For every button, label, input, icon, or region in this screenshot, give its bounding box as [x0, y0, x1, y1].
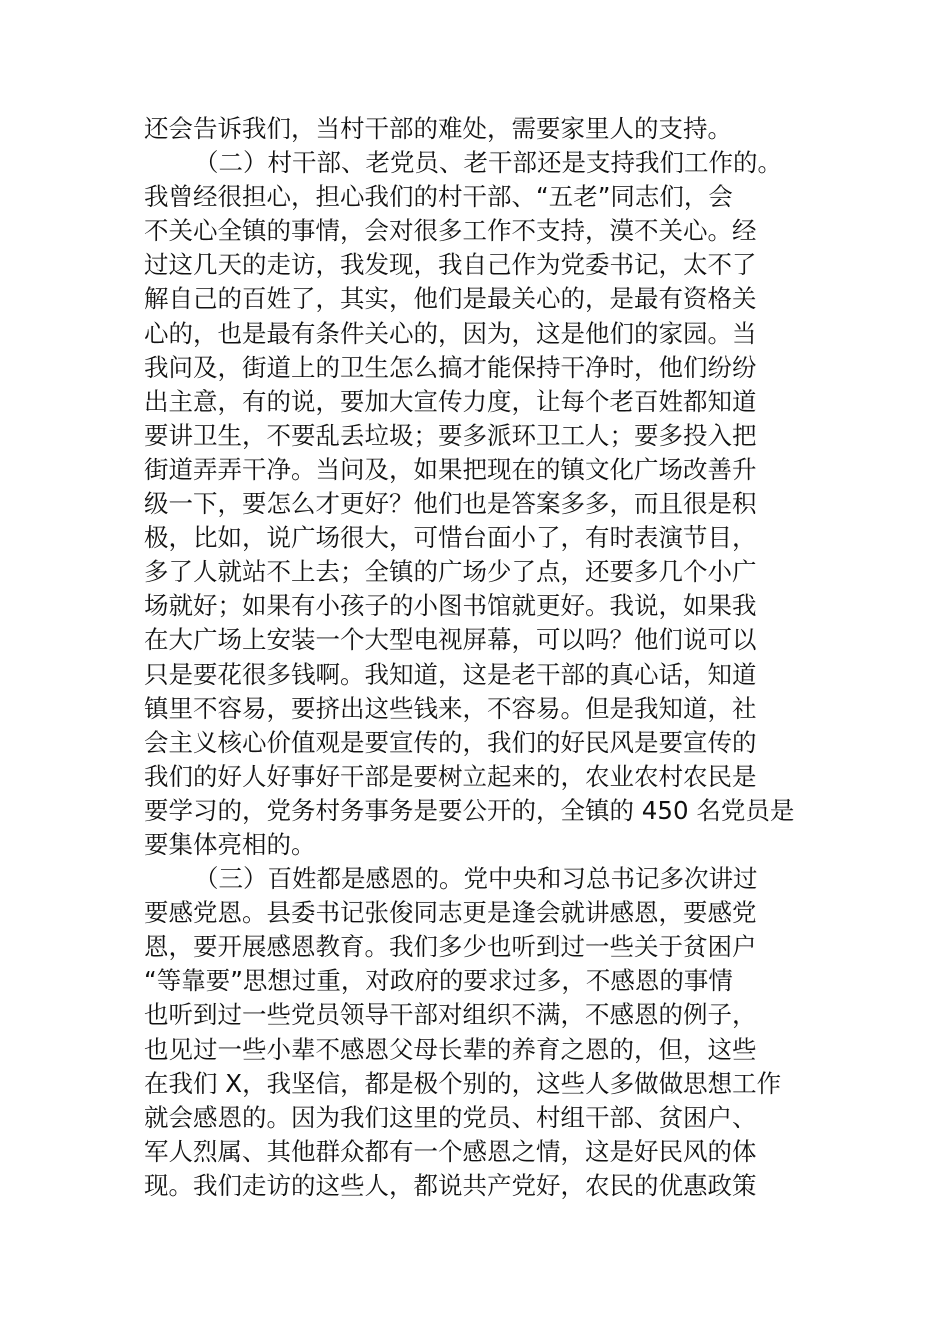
text-line-16: 在大广场上安装一个大型电视屏幕，可以吗？他们说可以 — [144, 625, 757, 655]
text-line-24: 要感党恩。县委书记张俊同志更是逢会就讲感恩，要感党 — [144, 898, 757, 928]
text-line-11: 街道弄弄干净。当问及，如果把现在的镇文化广场改善升 — [144, 454, 757, 484]
text-line-20: 我们的好人好事好干部是要树立起来的，农业农村农民是 — [144, 761, 757, 791]
text-line-27: 也听到过一些党员领导干部对组织不满，不感恩的例子， — [144, 1000, 757, 1030]
text-line-30: 就会感恩的。因为我们这里的党员、村组干部、贫困户、 — [144, 1102, 757, 1132]
body-text — [144, 112, 824, 1203]
text-line-5: 过这几天的走访，我发现，我自己作为党委书记，太不了 — [144, 250, 757, 280]
text-line-14: 多了人就站不上去；全镇的广场少了点，还要多几个小广 — [144, 557, 757, 587]
text-line-29: 在我们 X，我坚信，都是极个别的，这些人多做做思想工作 — [144, 1068, 782, 1098]
text-line-22: 要集体亮相的。 — [144, 829, 316, 859]
text-line-21: 要学习的，党务村务事务是要公开的，全镇的 450 名党员是 — [144, 795, 795, 825]
text-line-1: 还会告诉我们，当村干部的难处，需要家里人的支持。 — [144, 114, 732, 143]
text-line-31: 军人烈属、其他群众都有一个感恩之情，这是好民风的体 — [144, 1136, 757, 1166]
text-line-19: 会主义核心价值观是要宣传的，我们的好民风是要宣传的 — [144, 727, 757, 757]
text-line-28: 也见过一些小辈不感恩父母长辈的养育之恩的，但，这些 — [144, 1034, 757, 1064]
text-line-7: 心的，也是最有条件关心的，因为，这是他们的家园。当 — [144, 318, 757, 348]
text-line-9: 出主意，有的说，要加大宣传力度，让每个老百姓都知道 — [144, 386, 757, 416]
text-line-3: 我曾经很担心，担心我们的村干部、“五老”同志们，会 — [144, 182, 733, 212]
text-line-23: （三）百姓都是感恩的。党中央和习总书记多次讲过 — [194, 864, 758, 894]
text-line-12: 级一下，要怎么才更好？他们也是答案多多，而且很是积 — [144, 489, 757, 519]
text-line-4: 不关心全镇的事情，会对很多工作不支持，漠不关心。经 — [144, 216, 757, 246]
text-line-25: 恩，要开展感恩教育。我们多少也听到过一些关于贫困户 — [144, 932, 757, 962]
text-line-10: 要讲卫生，不要乱丢垃圾；要多派环卫工人；要多投入把 — [144, 420, 757, 450]
text-line-17: 只是要花很多钱啊。我知道，这是老干部的真心话，知道 — [144, 659, 757, 689]
text-line-15: 场就好；如果有小孩子的小图书馆就更好。我说，如果我 — [144, 591, 757, 621]
text-line-18: 镇里不容易，要挤出这些钱来，不容易。但是我知道，社 — [144, 693, 757, 723]
text-line-8: 我问及，街道上的卫生怎么搞才能保持干净时，他们纷纷 — [144, 352, 757, 382]
text-line-32: 现。我们走访的这些人，都说共产党好，农民的优惠政策 — [144, 1170, 757, 1200]
text-line-6: 解自己的百姓了，其实，他们是最关心的，是最有资格关 — [144, 284, 757, 314]
text-line-2: （二）村干部、老党员、老干部还是支持我们工作的。 — [194, 148, 782, 178]
text-line-26: “等靠要”思想过重，对政府的要求过多，不感恩的事情 — [144, 966, 733, 996]
text-line-13: 极，比如，说广场很大，可惜台面小了，有时表演节目， — [144, 523, 757, 553]
